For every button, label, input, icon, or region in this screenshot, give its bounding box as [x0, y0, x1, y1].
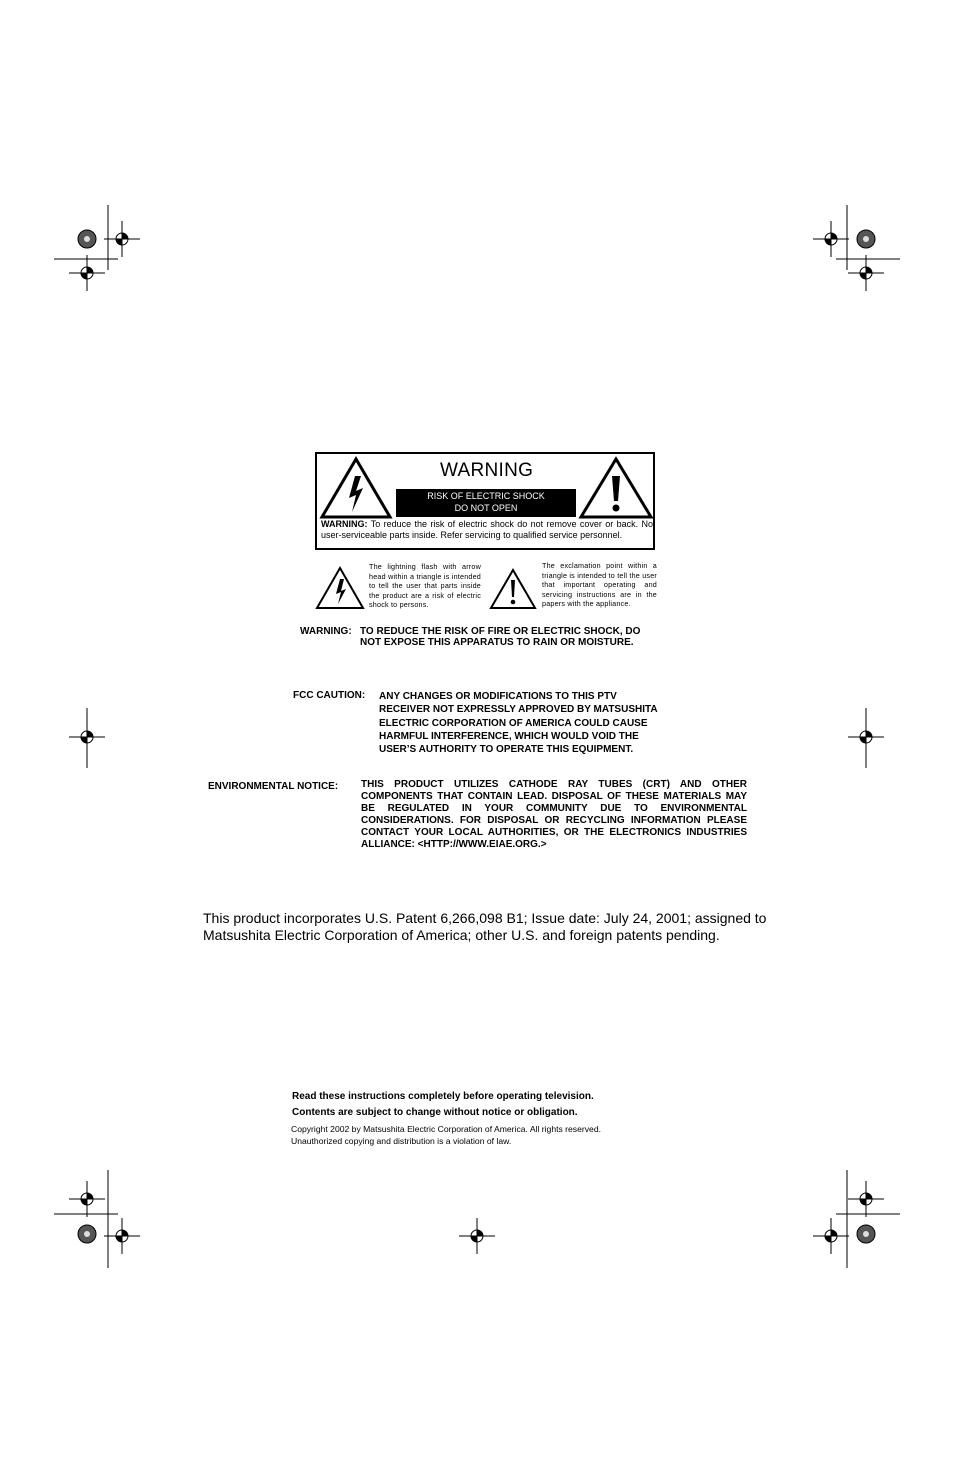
footer-contents-change: Contents are subject to change without notice or obligation. [292, 1107, 578, 1118]
warning-box-note [321, 519, 653, 541]
crop-mark-mid-left [69, 708, 105, 768]
lightning-symbol-icon [315, 566, 365, 610]
risk-line-1: RISK OF ELECTRIC SHOCK [427, 491, 545, 501]
crop-mark-bottom-center [459, 1218, 495, 1254]
note-text: To reduce the risk of electric shock do not remove cover or back. No user-serviceable parts inside. Refer servicing to qualified service personnel. [321, 519, 653, 540]
crop-mark-top-left [54, 205, 140, 291]
crop-mark-mid-right [848, 708, 884, 768]
copyright-notice [291, 1123, 601, 1147]
exclamation-explanation: The exclamation point within a triangle is intended to tell the user that important operating and servicing instructions are in the papers with the appliance. [542, 561, 657, 609]
warning-title: WARNING [440, 460, 534, 481]
copyright-line-2: Unauthorized copying and distribution is a violation of law. [291, 1136, 512, 1146]
fire-warning-line2: NOT EXPOSE THIS APPARATUS TO RAIN OR MOISTURE. [360, 637, 634, 648]
copyright-line-1: Copyright 2002 by Matsushita Electric Corporation of America. All rights reserved. [291, 1124, 601, 1134]
exclamation-triangle-icon [578, 456, 654, 520]
lightning-triangle-icon [319, 456, 393, 520]
fire-warning-line1: TO REDUCE THE RISK OF FIRE OR ELECTRIC SHOCK, DO [360, 626, 641, 637]
risk-of-shock-banner [396, 489, 576, 517]
crop-mark-top-right [813, 205, 900, 291]
environmental-notice-label: ENVIRONMENTAL NOTICE: [208, 781, 339, 792]
crop-mark-bottom-left [54, 1170, 140, 1268]
fcc-caution-text: ANY CHANGES OR MODIFICATIONS TO THIS PTV RECEIVER NOT EXPRESSLY APPROVED BY MATSUSHITA ELECTRIC CORPORATION OF AMERICA COULD CAUSE HARMFUL INTERFERENCE, WHICH WOULD VOID THE USER’S AUTHORITY TO OPERATE THIS EQUIPMENT. [379, 691, 658, 756]
patent-notice: This product incorporates U.S. Patent 6,266,098 B1; Issue date: July 24, 2001; assigned to Matsushita Electric Corporation of America; other U.S. and foreign patents pending. [203, 910, 767, 943]
exclamation-symbol-icon [489, 568, 537, 610]
environmental-notice-text: THIS PRODUCT UTILIZES CATHODE RAY TUBES (CRT) AND OTHER COMPONENTS THAT CONTAIN LEAD. DISPOSAL OF THESE MATERIALS MAY BE REGULATED IN YOUR COMMUNITY DUE TO ENVIRONMENTAL CONSIDERATIONS. FOR DISPOSAL OR RECYCLING INFORMATION PLEASE CONTACT YOUR LOCAL AUTHORITIES, OR THE ELECTRONICS INDUSTRIES ALLIANCE: <HTTP://WWW.EIAE.ORG.> [361, 779, 747, 851]
footer-read-instructions: Read these instructions completely before operating television. [292, 1091, 594, 1102]
lightning-explanation: The lightning flash with arrow head within a triangle is intended to tell the user that parts inside the product are a risk of electric shock to persons. [369, 562, 481, 610]
risk-line-2: DO NOT OPEN [454, 503, 518, 513]
fire-warning-label: WARNING: [300, 626, 352, 637]
note-label: WARNING: [321, 519, 368, 529]
crop-mark-bottom-right [813, 1170, 900, 1268]
fcc-caution-label: FCC CAUTION: [293, 690, 366, 701]
